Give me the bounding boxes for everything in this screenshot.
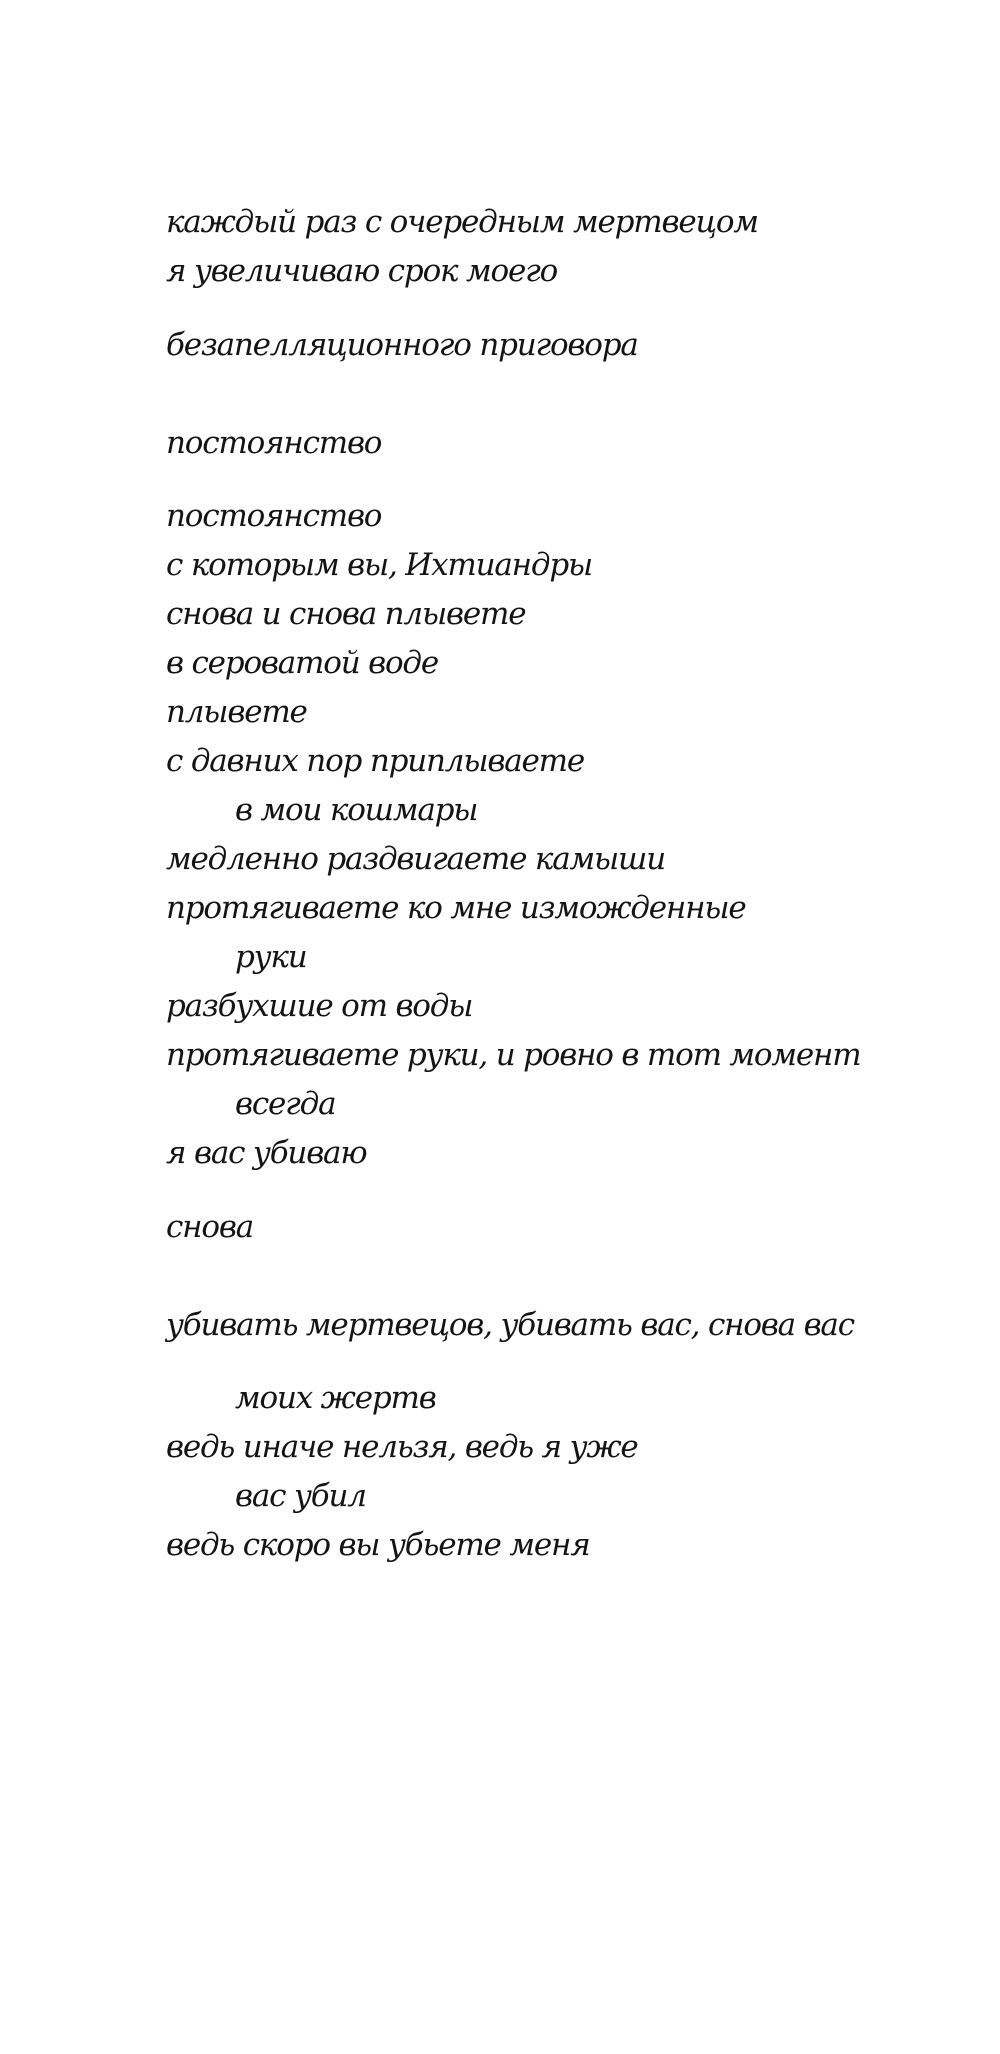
poem-line: снова и снова плывете <box>166 596 526 632</box>
poem-line-indented: всегда <box>235 1086 336 1122</box>
poem-line: в сероватой воде <box>166 645 439 681</box>
poem-line-indented: в мои кошмары <box>235 792 478 828</box>
poem-line: каждый раз с очередным мертвецом <box>166 204 758 240</box>
poem-line: протягиваете руки, и ровно в тот момент <box>166 1037 861 1073</box>
poem-line: с которым вы, Ихтиандры <box>166 547 593 583</box>
poem-line-indented: руки <box>235 939 307 975</box>
poem-text <box>166 198 966 1570</box>
poem-line-indented: моих жертв <box>235 1380 436 1416</box>
poem-line: постоянство <box>166 425 382 461</box>
poem-line: разбухшие от воды <box>166 988 473 1024</box>
poem-line: безапелляционного приговора <box>166 327 638 363</box>
poem-line: плывете <box>166 694 307 730</box>
poem-line: я увеличиваю срок моего <box>166 253 558 289</box>
poem-line: медленно раздвигаете камыши <box>166 841 665 877</box>
poem-line: снова <box>166 1209 253 1245</box>
poem-line: протягиваете ко мне изможденные <box>166 890 746 926</box>
poem-line: убивать мертвецов, убивать вас, снова вас <box>166 1307 854 1343</box>
poem-line: с давних пор приплываете <box>166 743 584 779</box>
poem-line: постоянство <box>166 498 382 534</box>
poem-line: ведь иначе нельзя, ведь я уже <box>166 1429 638 1465</box>
poem-line-indented: вас убил <box>235 1478 366 1514</box>
poem-line: ведь скоро вы убьете меня <box>166 1527 590 1563</box>
poem-line: я вас убиваю <box>166 1135 367 1171</box>
